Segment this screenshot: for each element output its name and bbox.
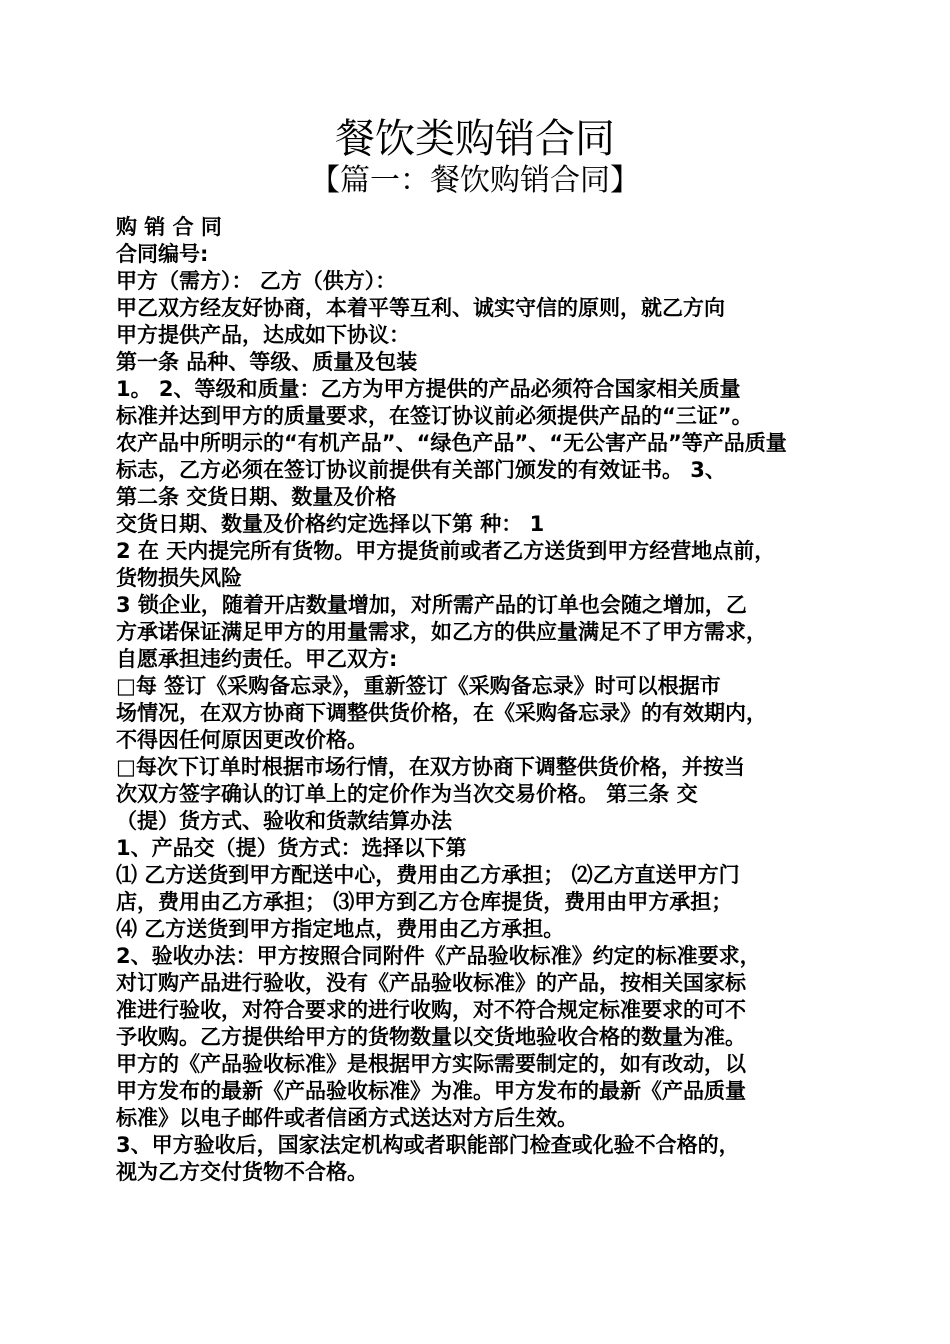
text-line: 货物损失风险	[116, 566, 242, 590]
text-line: 店，费用由乙方承担； ⑶甲方到乙方仓库提货，费用由甲方承担；	[116, 890, 733, 914]
text-line: 1。 2、等级和质量：乙方为甲方提供的产品必须符合国家相关质量	[116, 377, 741, 401]
text-line: 2、验收办法：甲方按照合同附件《产品验收标准》约定的标准要求，	[116, 944, 761, 968]
text-line: 准进行验收，对符合要求的进行收购，对不符合规定标准要求的可不	[116, 998, 746, 1022]
document-subtitle: 【篇一：餐饮购销合同】	[310, 163, 640, 198]
text-line: □每 签订《采购备忘录》，重新签订《采购备忘录》时可以根据市	[116, 674, 721, 698]
text-line: 甲方（需方）： 乙方（供方）：	[116, 269, 397, 293]
text-line: 视为乙方交付货物不合格。	[116, 1160, 368, 1184]
text-line: 方承诺保证满足甲方的用量需求，如乙方的供应量满足不了甲方需求，	[116, 620, 767, 644]
text-line: ⑷ 乙方送货到甲方指定地点，费用由乙方承担。	[116, 917, 565, 941]
text-line: 1、产品交（提）货方式：选择以下第	[116, 836, 467, 860]
text-line: 合同编号:	[116, 242, 209, 266]
text-line: 购 销 合 同	[116, 215, 222, 239]
text-line: （提）货方式、验收和货款结算办法	[116, 809, 452, 833]
text-line: 第二条 交货日期、数量及价格	[116, 485, 397, 509]
text-line: 不得因任何原因更改价格。	[116, 728, 368, 752]
text-line: □每次下订单时根据市场行情，在双方协商下调整供货价格，并按当	[116, 755, 745, 779]
text-line: 次双方签字确认的订单上的定价作为当次交易价格。 第三条 交	[116, 782, 698, 806]
text-line: 甲方提供产品，达成如下协议：	[116, 323, 410, 347]
text-line: 甲方发布的最新《产品验收标准》为准。甲方发布的最新《产品质量	[116, 1079, 746, 1103]
text-line: 3 锁企业，随着开店数量增加，对所需产品的订单也会随之增加，乙	[116, 593, 747, 617]
text-line: 标志，乙方必须在签订协议前提供有关部门颁发的有效证书。 3、	[116, 458, 726, 482]
text-line: 对订购产品进行验收，没有《产品验收标准》的产品，按相关国家标	[116, 971, 746, 995]
text-line: 甲方的《产品验收标准》是根据甲方实际需要制定的，如有改动，以	[116, 1052, 746, 1076]
text-line: 农产品中所明示的“有机产品”、“绿色产品”、“无公害产品”等产品质量	[116, 431, 787, 455]
text-line: 甲乙双方经友好协商，本着平等互利、诚实守信的原则，就乙方向	[116, 296, 725, 320]
text-line: 自愿承担违约责任。甲乙双方:	[116, 647, 398, 671]
text-line: 3、甲方验收后，国家法定机构或者职能部门检查或化验不合格的，	[116, 1133, 740, 1157]
text-line: 标准并达到甲方的质量要求，在签订协议前必须提供产品的“三证”。	[116, 404, 753, 428]
text-line: 第一条 品种、等级、质量及包装	[116, 350, 418, 374]
contract-body	[116, 214, 851, 1186]
text-line: 2 在 天内提完所有货物。甲方提货前或者乙方送货到甲方经营地点前，	[116, 539, 776, 563]
text-line: 交货日期、数量及价格约定选择以下第 种： 1	[116, 512, 545, 536]
text-line: ⑴ 乙方送货到甲方配送中心，费用由乙方承担； ⑵乙方直送甲方门	[116, 863, 740, 887]
text-line: 予收购。乙方提供给甲方的货物数量以交货地验收合格的数量为准。	[116, 1025, 746, 1049]
text-line: 场情况，在双方协商下调整供货价格，在《采购备忘录》的有效期内，	[116, 701, 767, 725]
document-title: 餐饮类购销合同	[335, 116, 615, 162]
text-line: 标准》以电子邮件或者信函方式送达对方后生效。	[116, 1106, 578, 1130]
